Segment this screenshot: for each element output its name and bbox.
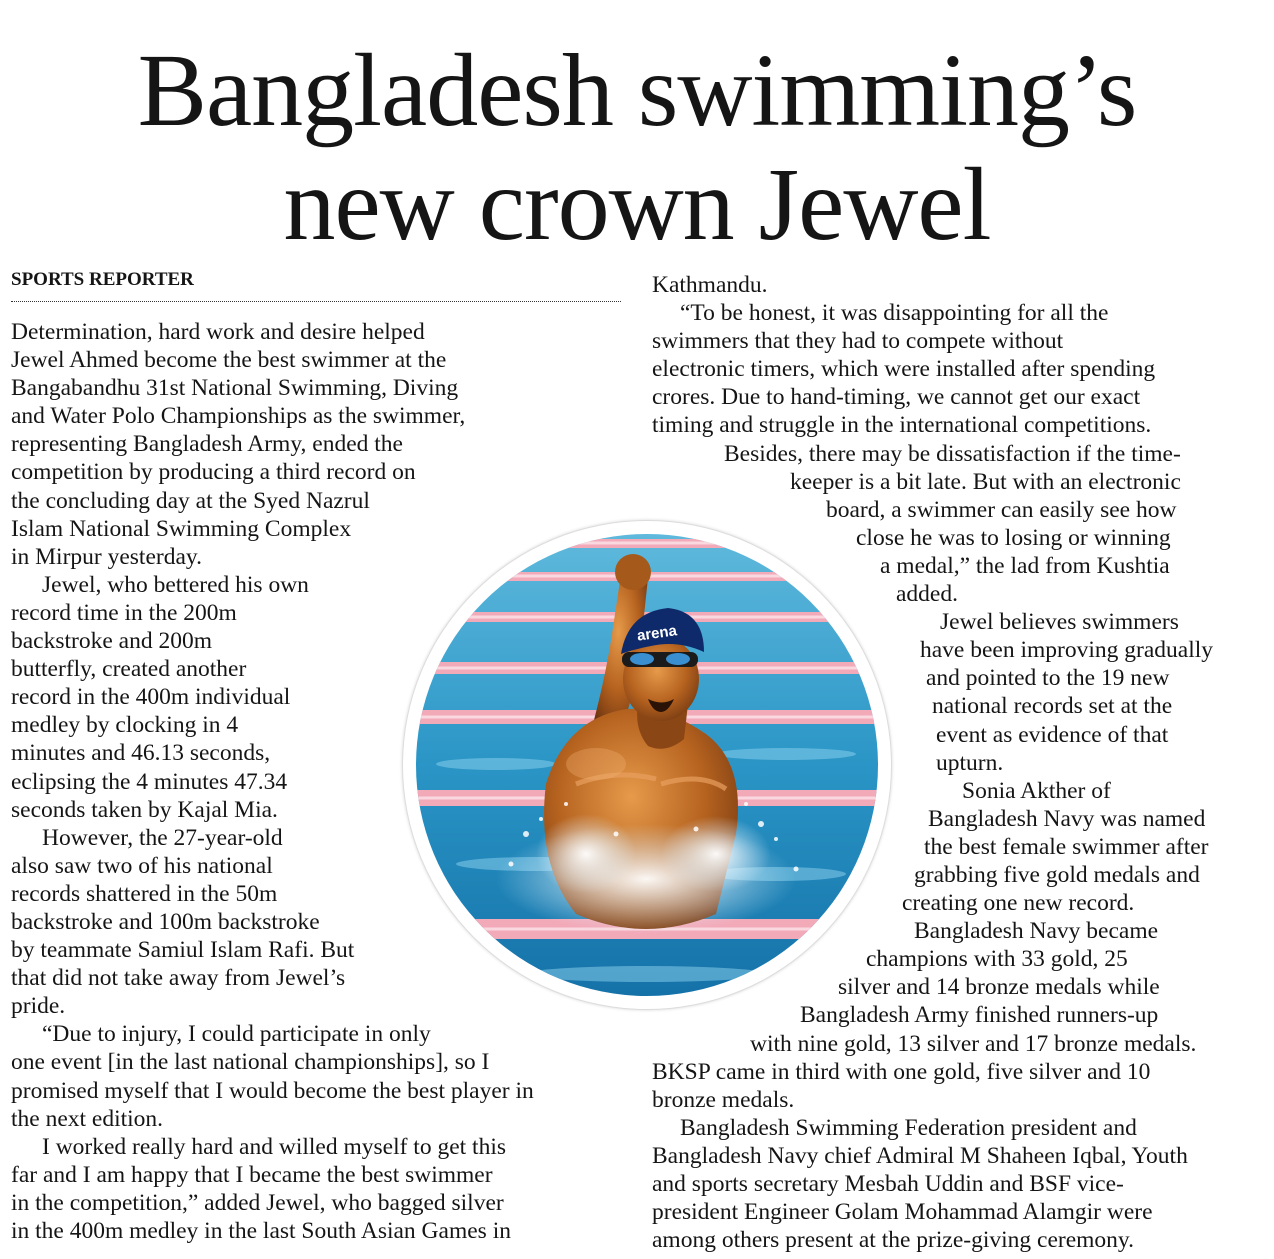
text-line: timing and struggle in the international competitions. xyxy=(652,412,1152,439)
text-line: record in the 400m individual xyxy=(11,684,291,711)
text-line: eclipsing the 4 minutes 47.34 xyxy=(11,768,288,795)
text-line: Bangladesh Navy became xyxy=(914,918,1159,945)
text-line: promised myself that I would become the best player in xyxy=(11,1077,534,1104)
text-line: representing Bangladesh Army, ended the xyxy=(11,431,403,458)
text-line: record time in the 200m xyxy=(11,599,237,626)
text-line: backstroke and 200m xyxy=(11,628,213,655)
text-line: creating one new record. xyxy=(902,890,1135,917)
text-line: national records set at the xyxy=(932,693,1173,720)
text-line: Besides, there may be dissatisfaction if the time- xyxy=(724,440,1181,467)
text-line: by teammate Samiul Islam Rafi. But xyxy=(11,937,355,964)
text-line: Bangladesh Swimming Federation president and xyxy=(680,1114,1137,1141)
text-line: records shattered in the 50m xyxy=(11,880,278,907)
text-line: silver and 14 bronze medals while xyxy=(838,974,1160,1001)
text-line: close he was to losing or winning xyxy=(856,524,1171,551)
text-line: among others present at the prize-giving ceremony. xyxy=(652,1227,1135,1254)
text-line: electronic timers, which were installed after spending xyxy=(652,356,1156,383)
text-line: and Water Polo Championships as the swimmer, xyxy=(11,403,466,430)
headline-line-2: new crown Jewel xyxy=(283,147,991,262)
text-line: also saw two of his national xyxy=(11,852,273,879)
text-line: and sports secretary Mesbah Uddin and BSF vice- xyxy=(652,1171,1124,1197)
text-line: added. xyxy=(896,581,958,608)
text-line: Bangladesh Army finished runners-up xyxy=(800,1002,1159,1029)
text-line: the concluding day at the Syed Nazrul xyxy=(11,487,370,514)
text-line: seconds taken by Kajal Mia. xyxy=(11,796,278,823)
text-line: the best female swimmer after xyxy=(924,833,1209,860)
text-line: swimmers that they had to compete without xyxy=(652,328,1064,355)
text-line: that did not take away from Jewel’s xyxy=(11,965,346,992)
text-line: backstroke and 100m backstroke xyxy=(11,908,320,935)
swimmer-photo xyxy=(416,534,878,996)
text-line: upturn. xyxy=(936,749,1004,776)
text-line: Bangladesh Navy was named xyxy=(928,805,1206,832)
text-line: grabbing five gold medals and xyxy=(914,861,1200,888)
text-line: However, the 27-year-old xyxy=(42,824,283,851)
text-line: with nine gold, 13 silver and 17 bronze medals. xyxy=(750,1030,1197,1057)
text-line: board, a swimmer can easily see how xyxy=(826,496,1177,523)
text-line: one event [in the last national championships], so I xyxy=(11,1049,490,1076)
text-line: Bangladesh Navy chief Admiral M Shaheen Iqbal, Youth xyxy=(652,1142,1188,1169)
text-line: president Engineer Golam Mohammad Alamgir were xyxy=(652,1199,1153,1226)
text-line: Jewel Ahmed become the best swimmer at the xyxy=(11,347,447,374)
text-line: pride. xyxy=(11,993,66,1020)
text-line: Sonia Akther of xyxy=(962,777,1111,804)
text-line: crores. Due to hand-timing, we cannot get our exact xyxy=(652,384,1141,411)
text-line: minutes and 46.13 seconds, xyxy=(11,740,271,767)
text-line: medley by clocking in 4 xyxy=(11,712,239,739)
text-line: in the 400m medley in the last South Asian Games in xyxy=(11,1218,511,1244)
text-line: have been improving gradually xyxy=(920,637,1214,664)
text-line: Islam National Swimming Complex xyxy=(11,515,352,542)
cap-logo-text: arena xyxy=(635,622,678,645)
text-line: “Due to injury, I could participate in only xyxy=(42,1021,431,1048)
text-line: BKSP came in third with one gold, five silver and 10 xyxy=(652,1058,1151,1085)
text-line: far and I am happy that I became the best swimmer xyxy=(11,1161,493,1188)
swimmer-illustration xyxy=(416,534,878,996)
byline: SPORTS REPORTER xyxy=(11,269,194,290)
text-line: the next edition. xyxy=(11,1105,164,1132)
text-line: and pointed to the 19 new xyxy=(926,665,1170,692)
text-line: Determination, hard work and desire helped xyxy=(11,319,425,345)
text-line: champions with 33 gold, 25 xyxy=(866,946,1128,973)
text-line: a medal,” the lad from Kushtia xyxy=(880,552,1170,579)
text-line: butterfly, created another xyxy=(11,656,247,683)
text-line: Jewel, who bettered his own xyxy=(42,571,309,598)
text-line: in Mirpur yesterday. xyxy=(11,543,202,570)
text-line: in the competition,” added Jewel, who bagged silver xyxy=(11,1189,504,1216)
text-line: competition by producing a third record on xyxy=(11,459,416,486)
text-line: Jewel believes swimmers xyxy=(940,609,1179,636)
text-line: Bangabandhu 31st National Swimming, Diving xyxy=(11,375,459,402)
text-line: keeper is a bit late. But with an electronic xyxy=(790,468,1181,495)
headline xyxy=(0,34,1274,262)
text-line: “To be honest, it was disappointing for all the xyxy=(680,300,1109,327)
text-line: bronze medals. xyxy=(652,1086,795,1113)
text-line: Kathmandu. xyxy=(652,272,768,298)
text-line: I worked really hard and willed myself to get this xyxy=(42,1133,506,1160)
text-line: event as evidence of that xyxy=(936,721,1169,748)
headline-line-1: Bangladesh swimming’s xyxy=(137,33,1137,148)
